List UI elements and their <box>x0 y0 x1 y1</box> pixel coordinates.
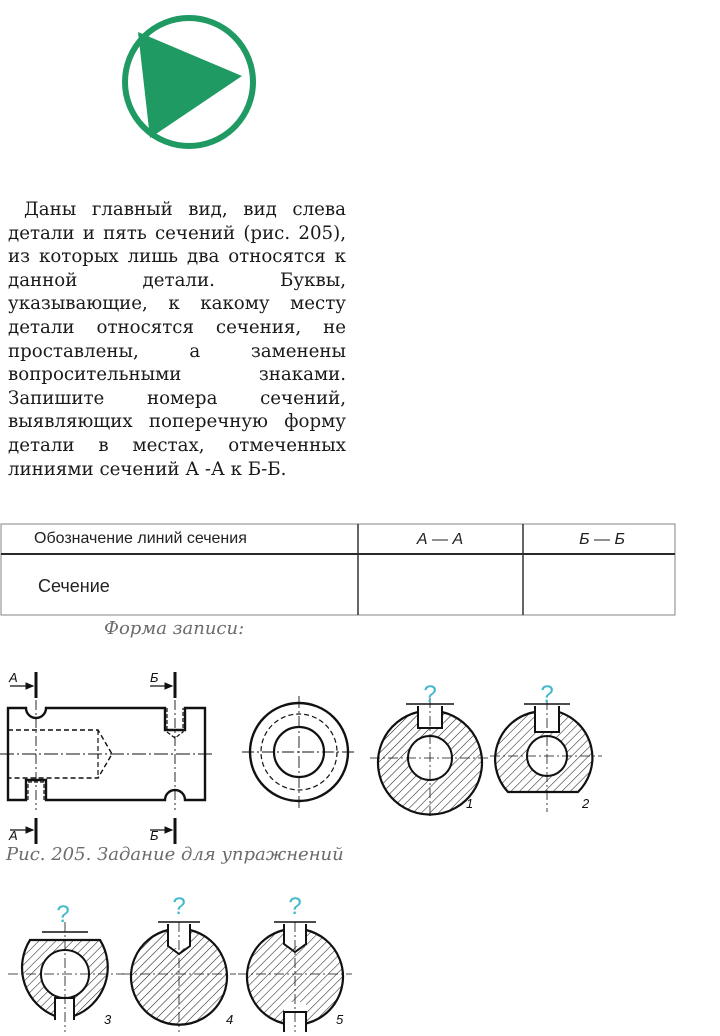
play-logo <box>104 12 274 152</box>
question-mark-3: ? <box>56 901 70 928</box>
cut-label-b-bottom: Б <box>150 828 159 843</box>
main-view <box>0 672 214 844</box>
section-4 <box>122 922 236 1032</box>
question-mark-5: ? <box>288 893 302 920</box>
table-row-label: Сечение <box>38 576 110 596</box>
table-header-label: Обозначение линий сечения <box>34 530 247 547</box>
task-paragraph: Даны главный вид, вид слева детали и пять сечений (рис. 205), из которых лишь два относятся к данной детали. Буквы, указывающие, к какому месту детали относятся сечения, не проставлены, а заменены вопросительными знаками. Запишите номера сечений, выявляющих поперечную форму детали в местах, отмеченных линиями сечений А -А к Б-Б. <box>8 199 346 480</box>
question-mark-4: ? <box>172 893 186 920</box>
table-col-b: Б — Б <box>579 531 625 548</box>
cut-label-a-bottom: А <box>9 828 18 843</box>
cut-label-b-top: Б <box>150 670 159 685</box>
figure-caption: Рис. 205. Задание для упражнений <box>6 844 344 865</box>
figure-205 <box>0 640 720 1036</box>
section-number-2: 2 <box>582 796 590 811</box>
section-number-5: 5 <box>336 1012 344 1027</box>
question-mark-2: ? <box>540 681 554 708</box>
section-number-1: 1 <box>466 796 474 811</box>
section-number-4: 4 <box>226 1012 234 1027</box>
section-number-3: 3 <box>104 1012 112 1027</box>
section-5 <box>238 922 352 1032</box>
record-form-caption: Форма записи: <box>104 618 245 639</box>
left-view <box>242 696 356 808</box>
question-mark-1: ? <box>423 681 437 708</box>
play-icon <box>125 18 253 146</box>
cut-label-a-top: А <box>9 670 18 685</box>
answer-table <box>0 522 676 616</box>
table-col-a: А — А <box>416 531 464 548</box>
